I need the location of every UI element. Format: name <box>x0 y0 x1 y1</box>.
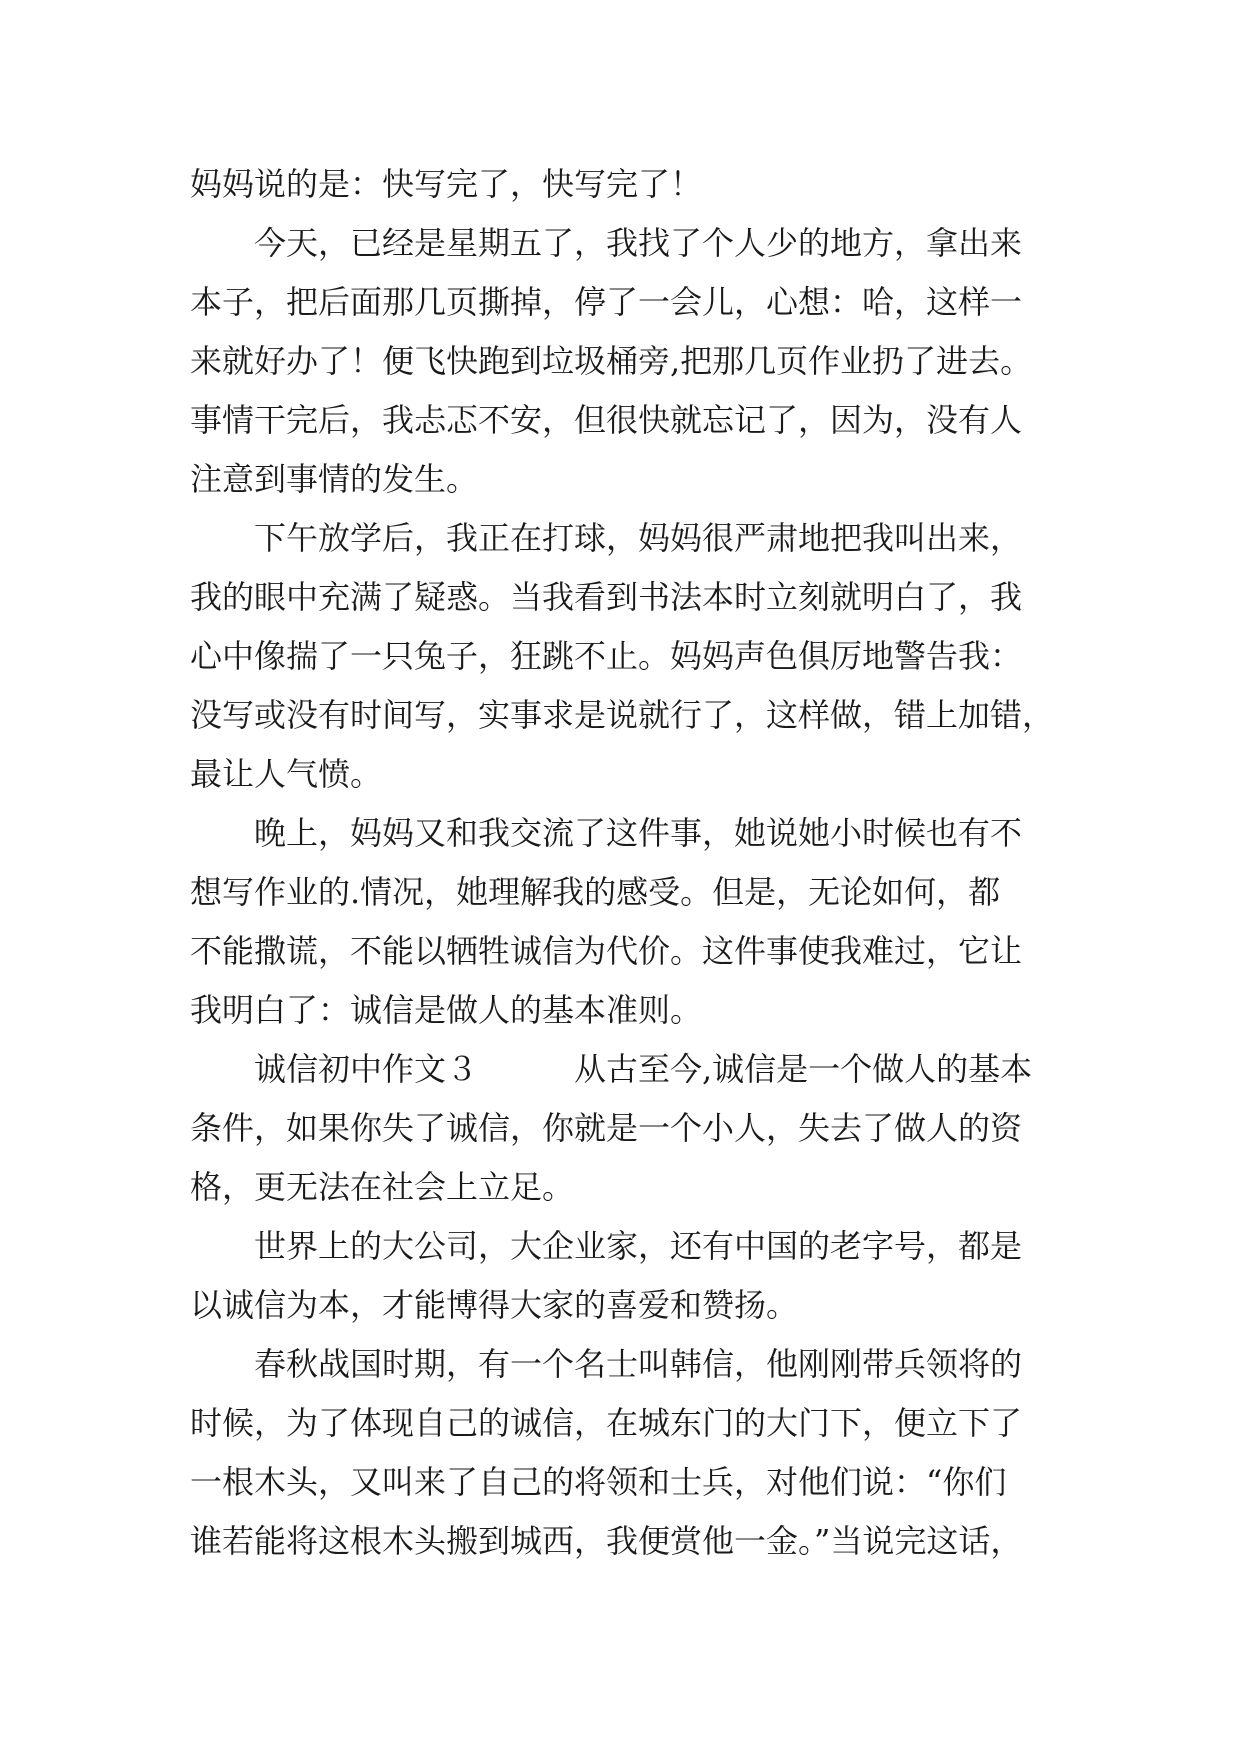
text-line-13: 想写作业的.情况，她理解我的感受。但是，无论如何，都 <box>190 873 1001 911</box>
text-line-4: 来就好办了！便飞快跑到垃圾桶旁,把那几页作业扔了进去。 <box>190 342 1033 380</box>
text-line-12: 晚上，妈妈又和我交流了这件事，她说她小时候也有不 <box>190 814 1023 852</box>
text-line-7: 下午放学后，我正在打球，妈妈很严肃地把我叫出来， <box>190 519 1023 557</box>
text-line-22: 时候，为了体现自己的诚信，在城东门的大门下，便立下了 <box>190 1404 1023 1442</box>
text-line-5: 事情干完后，我忐忑不安，但很快就忘记了，因为，没有人 <box>190 401 1023 439</box>
text-line-23: 一根木头，又叫来了自己的将领和士兵，对他们说：“你们 <box>190 1463 1007 1501</box>
text-line-10: 没写或没有时间写，实事求是说就行了，这样做，错上加错， <box>190 696 1055 734</box>
text-line-3: 本子，把后面那几页撕掉，停了一会儿，心想：哈，这样一 <box>190 283 1023 321</box>
text-line-11: 最让人气愤。 <box>190 755 383 793</box>
text-line-14: 不能撒谎，不能以牺牲诚信为代价。这件事使我难过，它让 <box>190 932 1023 970</box>
document-body <box>190 155 1060 1571</box>
text-line-19: 世界上的大公司，大企业家，还有中国的老字号，都是 <box>190 1227 1023 1265</box>
text-line-17: 条件，如果你失了诚信，你就是一个小人，失去了做人的资 <box>190 1109 1023 1147</box>
text-line-18: 格，更无法在社会上立足。 <box>190 1168 575 1206</box>
text-line-16: 诚信初中作文３ 从古至今,诚信是一个做人的基本 <box>190 1050 1033 1088</box>
text-line-15: 我明白了：诚信是做人的基本准则。 <box>190 991 703 1029</box>
text-line-9: 心中像揣了一只兔子，狂跳不止。妈妈声色俱厉地警告我： <box>190 637 1023 675</box>
text-line-24: 谁若能将这根木头搬到城西，我便赏他一金。”当说完这话， <box>190 1522 1023 1560</box>
text-line-1: 妈妈说的是：快写完了，快写完了！ <box>190 165 703 203</box>
text-line-21: 春秋战国时期，有一个名士叫韩信，他刚刚带兵领将的 <box>190 1345 1023 1383</box>
text-line-8: 我的眼中充满了疑惑。当我看到书法本时立刻就明白了，我 <box>190 578 1023 616</box>
text-line-20: 以诚信为本，才能博得大家的喜爱和赞扬。 <box>190 1286 799 1324</box>
text-line-2: 今天，已经是星期五了，我找了个人少的地方，拿出来 <box>190 224 1023 262</box>
text-line-6: 注意到事情的发生。 <box>190 460 479 498</box>
